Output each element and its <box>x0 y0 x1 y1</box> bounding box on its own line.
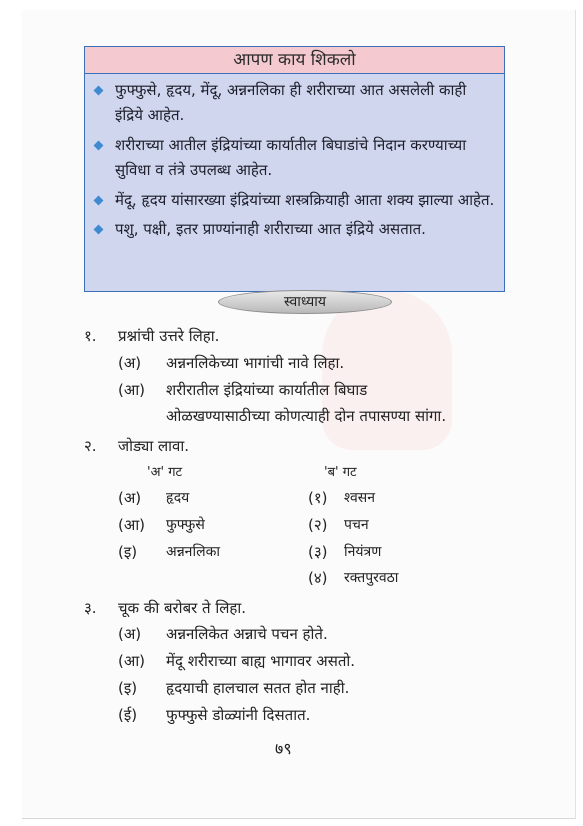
part-text: फुफ्फुसे डोळ्यांनी दिसतात. <box>166 706 311 724</box>
diamond-bullet-icon <box>94 225 104 235</box>
summary-bullet: फुफ्फुसे, हृदय, मेंदू, अन्ननलिका ही शरीराच्या आत असलेली काही इंद्रिये आहेत. <box>85 78 504 128</box>
question-number: ३. <box>84 599 97 617</box>
part-label: (आ) <box>118 652 146 670</box>
pair-term: रक्तपुरवठा <box>344 570 399 586</box>
pair-term: अन्ननलिका <box>166 544 220 560</box>
diamond-bullet-icon <box>94 86 104 96</box>
summary-bullet: मेंदू, हृदय यांसारख्या इंद्रियांच्या शस्त्रक्रियाही आता शक्य झाल्या आहेत. <box>85 188 504 213</box>
question-text: प्रश्नांची उत्तरे लिहा. <box>118 327 220 345</box>
part-text: अन्ननलिकेत अन्नाचे पचन होते. <box>166 625 328 643</box>
pair-label: (इ) <box>118 543 138 561</box>
pair-label: (अ) <box>118 489 142 507</box>
exercise-heading-badge <box>218 290 392 314</box>
column-b-header: 'ब' गट <box>324 465 357 480</box>
pair-term: पचन <box>344 517 369 533</box>
pair-label: (३) <box>308 543 328 561</box>
pair-label: (४) <box>308 569 328 587</box>
pair-label: (आ) <box>118 516 146 534</box>
pair-label: (१) <box>308 489 328 507</box>
part-label: (ई) <box>118 706 138 724</box>
summary-box <box>84 46 505 292</box>
part-text-continued: ओळखण्यासाठीच्या कोणत्याही दोन तपासण्या सांगा. <box>166 407 447 425</box>
textbook-page <box>22 10 576 819</box>
question-text: चूक की बरोबर ते लिहा. <box>118 599 247 617</box>
pair-term: श्वसन <box>344 490 375 506</box>
summary-bullet: शरीराच्या आतील इंद्रियांच्या कार्यातील बिघाडांचे निदान करण्याच्या सुविधा व तंत्रे उपलब्ध आहेत. <box>85 133 504 183</box>
diamond-bullet-icon <box>94 196 104 206</box>
exercise-heading: स्वाध्याय <box>218 290 392 314</box>
part-text: अन्ननलिकेच्या भागांची नावे लिहा. <box>166 354 345 372</box>
pair-term: फुफ्फुसे <box>166 517 205 533</box>
pair-term: नियंत्रण <box>344 544 382 560</box>
part-label: (आ) <box>118 381 146 399</box>
summary-bullet: पशु, पक्षी, इतर प्राण्यांनाही शरीराच्या आत इंद्रिये असतात. <box>85 217 504 242</box>
question-text: जोड्या लावा. <box>118 437 190 455</box>
question-number: २. <box>84 437 97 455</box>
pair-term: हृदय <box>166 490 190 506</box>
part-text: शरीरातील इंद्रियांच्या कार्यातील बिघाड <box>166 381 368 399</box>
page-number: ७९ <box>275 739 292 758</box>
pair-label: (२) <box>308 516 328 534</box>
part-label: (अ) <box>118 625 142 643</box>
column-a-header: 'अ' गट <box>147 465 183 480</box>
diamond-bullet-icon <box>94 141 104 151</box>
part-text: हृदयाची हालचाल सतत होत नाही. <box>166 679 350 697</box>
part-label: (इ) <box>118 679 138 697</box>
summary-title: आपण काय शिकलो <box>85 47 504 74</box>
part-label: (अ) <box>118 354 142 372</box>
part-text: मेंदू शरीराच्या बाह्य भागावर असतो. <box>166 652 356 670</box>
question-number: १. <box>84 327 97 345</box>
